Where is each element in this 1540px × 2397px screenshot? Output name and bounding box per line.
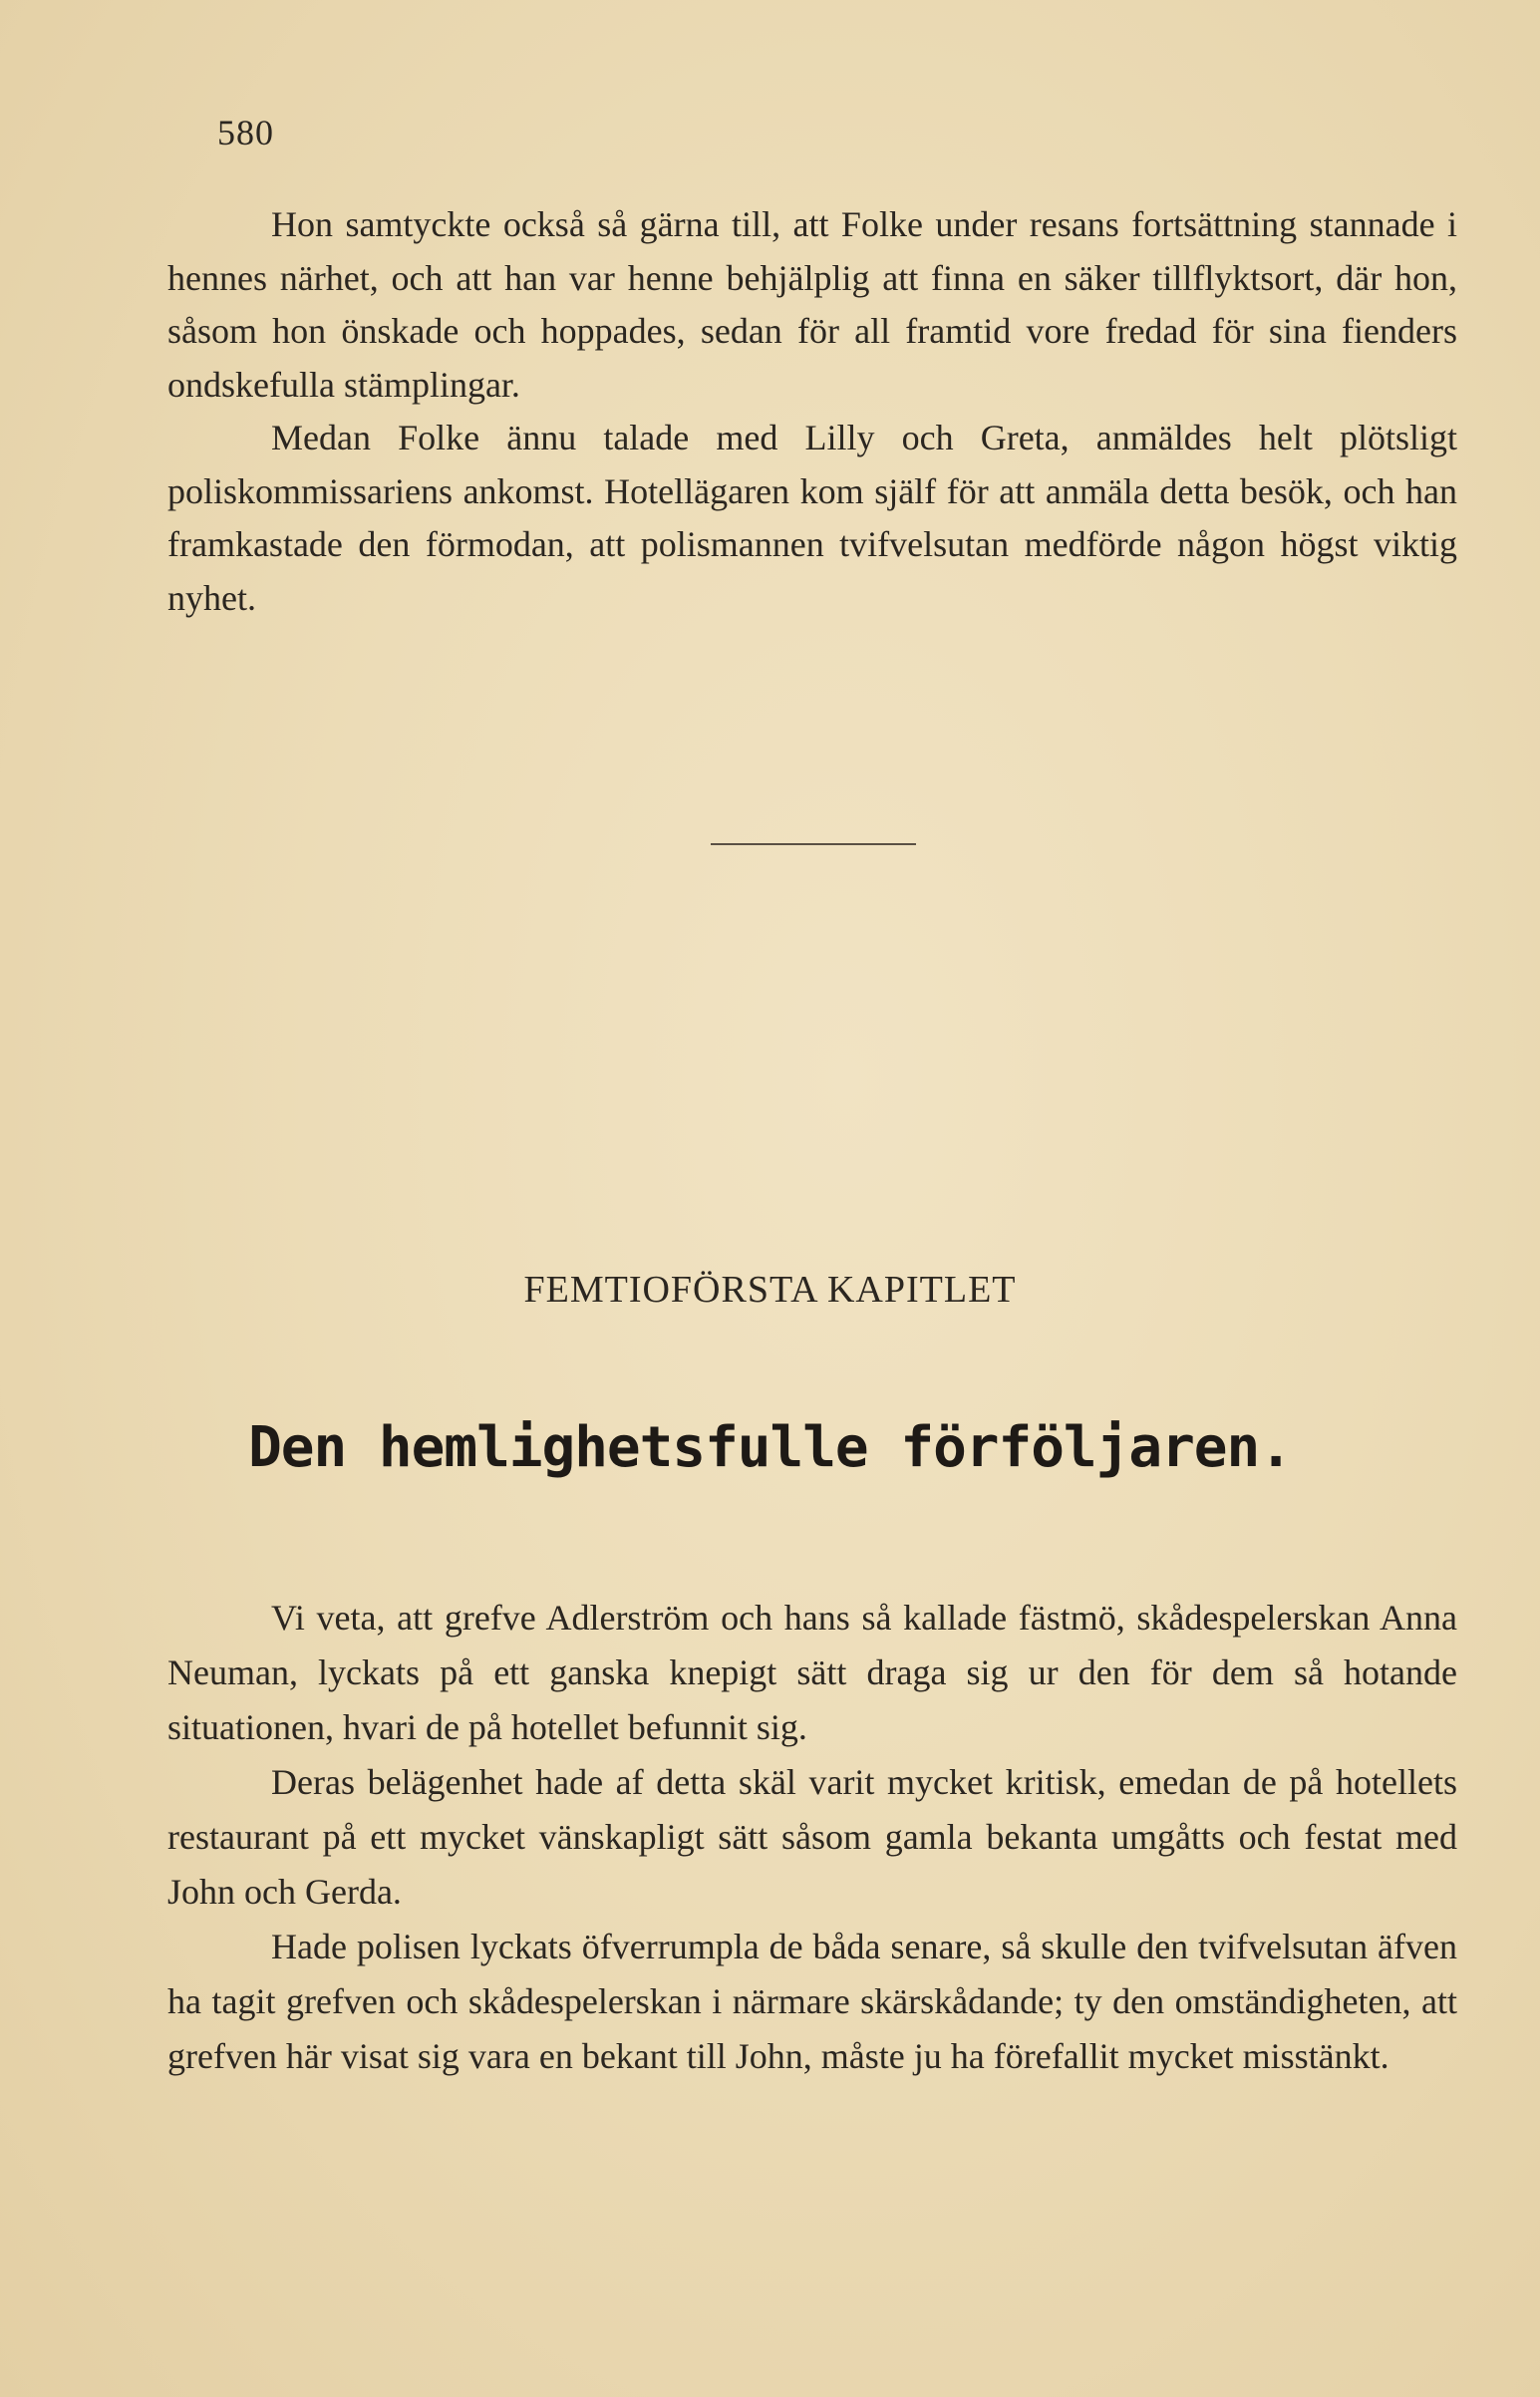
paragraph: Hade polisen lyckats öfverrumpla de båda senare, så skulle den tvifvelsutan äfven ha tagit grefven och skådespelerskan i närmare skärskådande; ty den omständigheten, att grefven här visat sig vara en bekant till John, måste ju ha förefallit mycket misstänkt. bbox=[167, 1927, 1457, 2076]
paragraph: Vi veta, att grefve Adlerström och hans så kallade fästmö, skådespelerskan Anna Neuman, lyckats på ett ganska knepigt sätt draga sig ur den för dem så hotande situationen, hvari de på hotellet befunnit sig. bbox=[167, 1598, 1457, 1747]
bottom-text-block bbox=[167, 1591, 1457, 2084]
chapter-heading: FEMTIOFÖRSTA KAPITLET bbox=[523, 1269, 1017, 1311]
page-number: 580 bbox=[217, 113, 274, 152]
section-divider bbox=[711, 843, 916, 845]
paragraph: Hon samtyckte också så gärna till, att Folke under resans fortsättning stannade i hennes närhet, och att han var henne behjälplig att finna en säker tillflyktsort, där hon, såsom hon önskade och hoppades, sedan för all framtid vore fredad för sina fienders ondskefulla stämplingar. bbox=[167, 204, 1457, 405]
top-text-block bbox=[167, 198, 1457, 625]
paragraph: Medan Folke ännu talade med Lilly och Greta, anmäldes helt plötsligt poliskommissariens ankomst. Hotellägaren kom själf för att anmäla detta besök, och han framkastade den förmodan, att polismannen tvifvelsutan medförde någon högst viktig nyhet. bbox=[167, 418, 1457, 618]
chapter-title: Den hemlighetsfulle förföljaren. bbox=[248, 1415, 1292, 1480]
paragraph: Deras belägenhet hade af detta skäl varit mycket kritisk, emedan de på hotellets restaurant på ett mycket vänskapligt sätt såsom gamla bekanta umgåtts och festat med John och Gerda. bbox=[167, 1762, 1457, 1912]
